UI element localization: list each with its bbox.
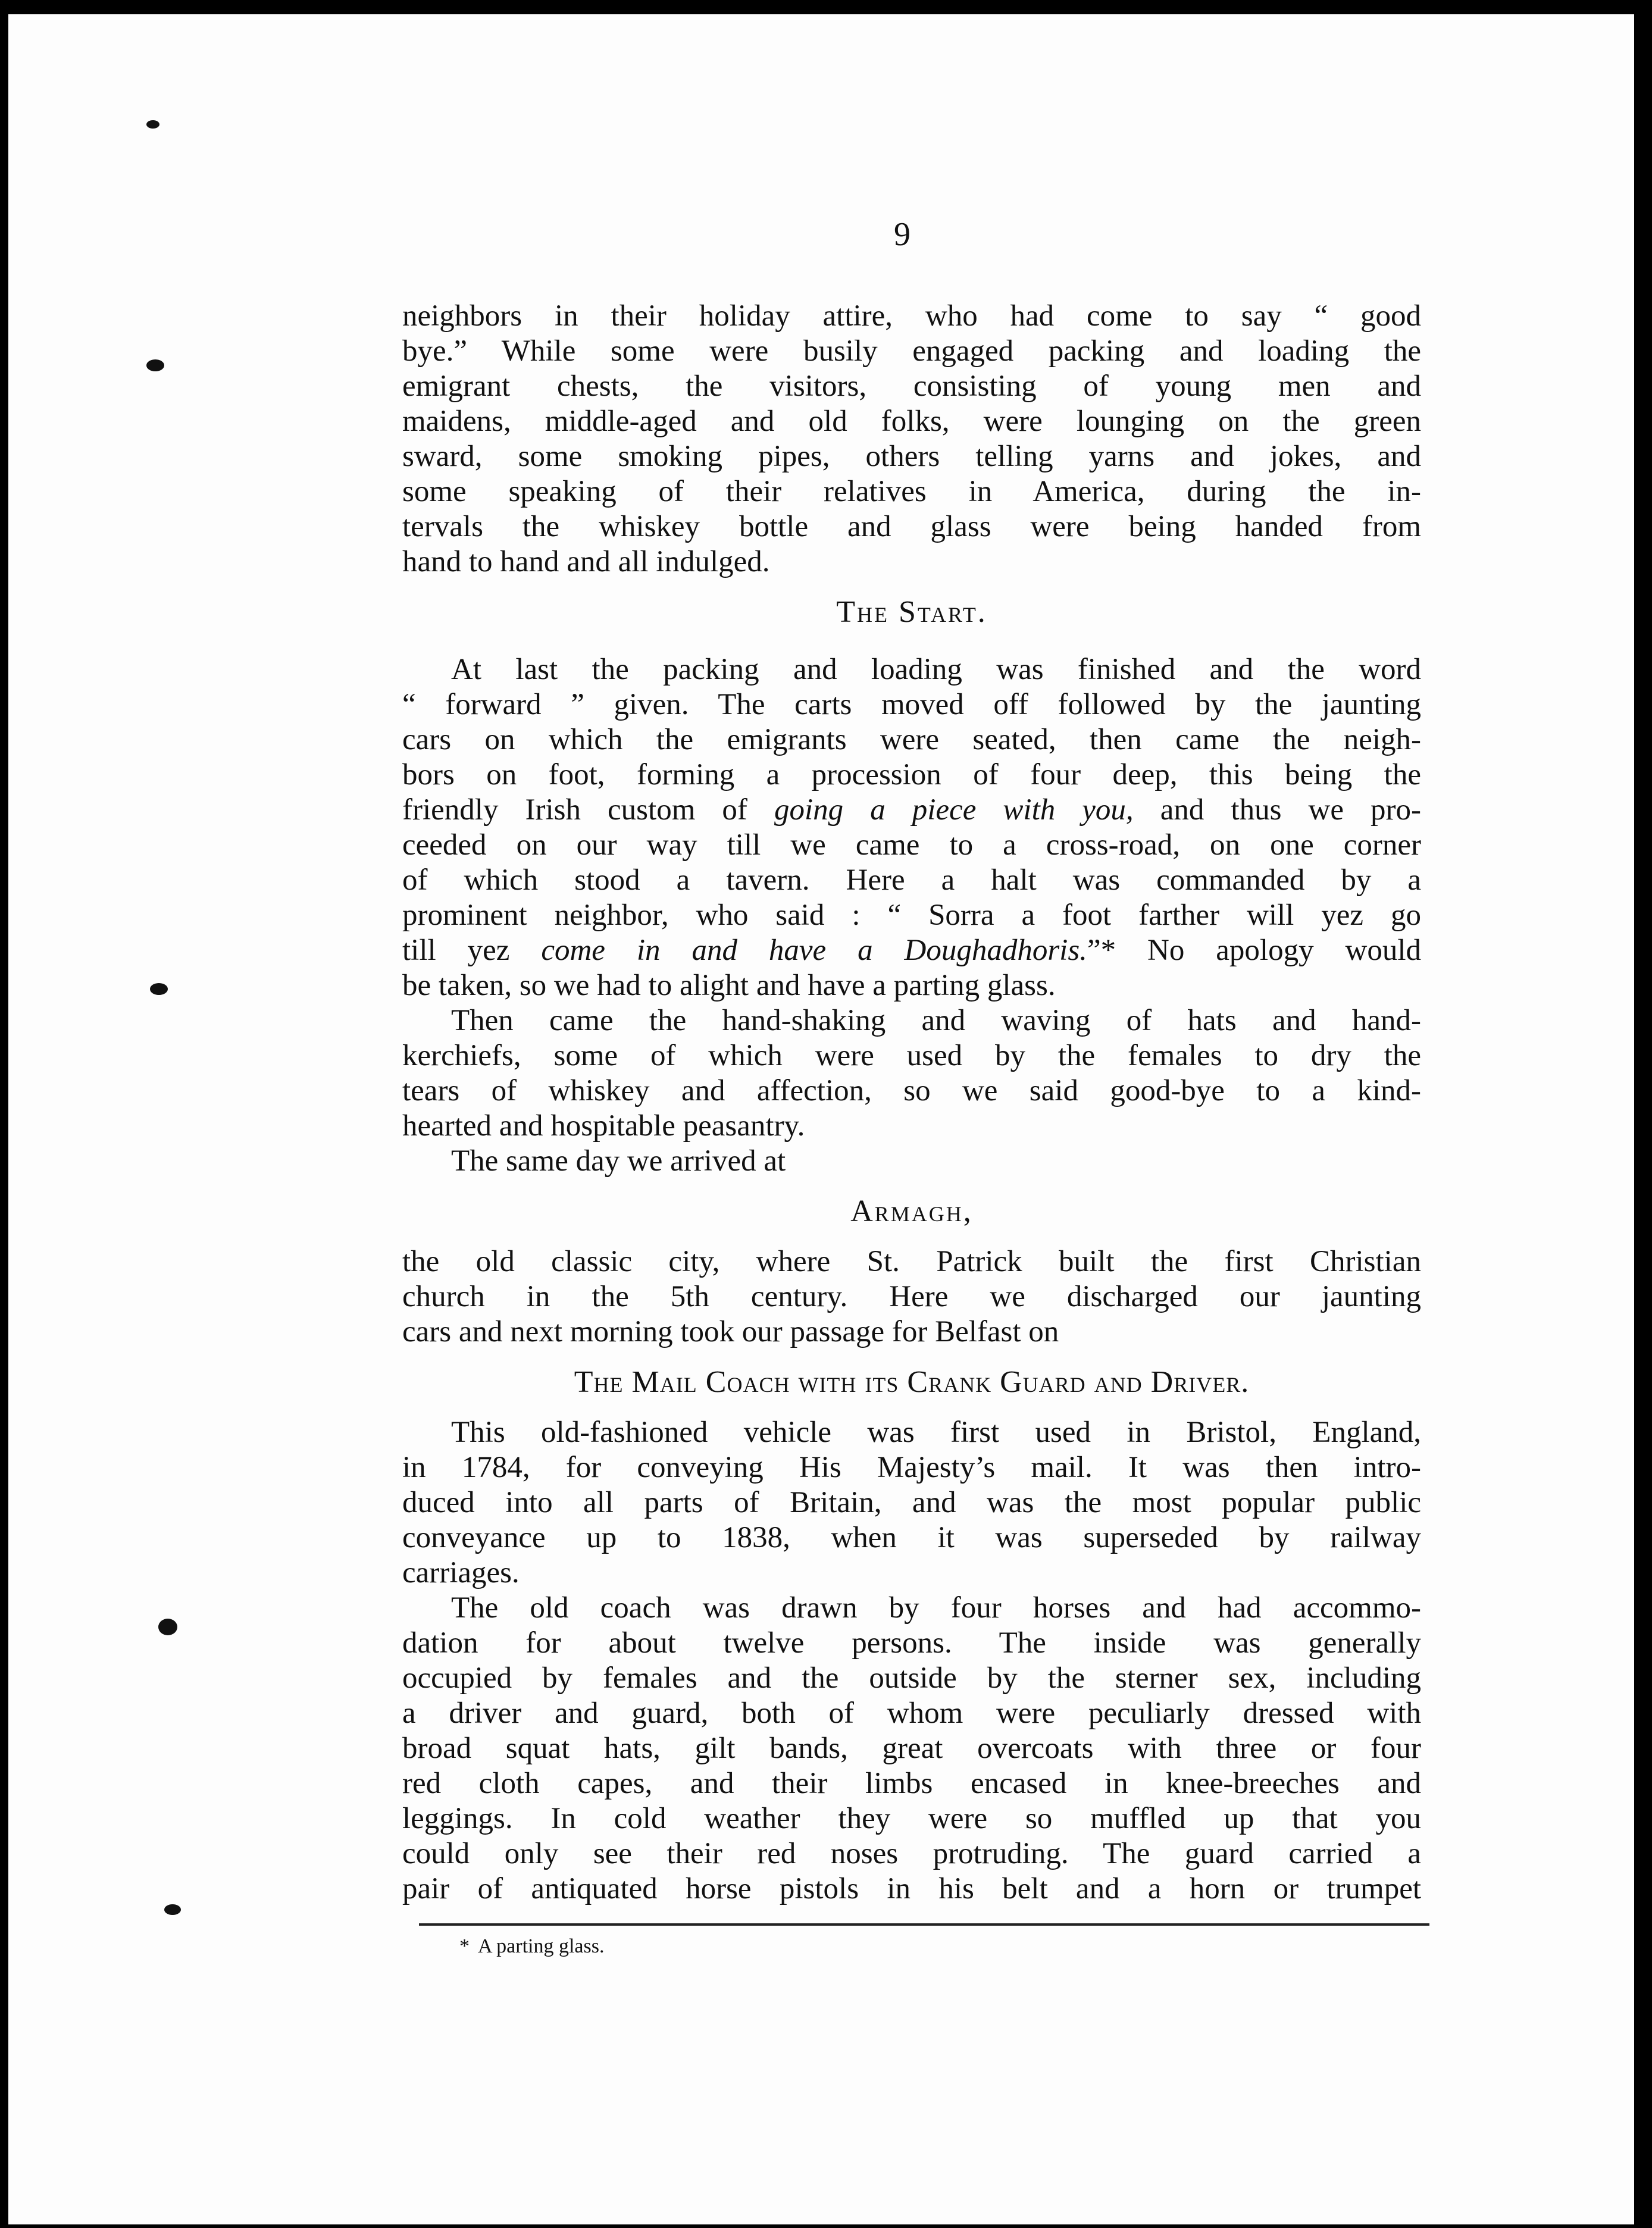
- text-line: could only see their red noses protruding. The guard carried a: [402, 1837, 1421, 1870]
- book-page: [8, 14, 1634, 2224]
- text-line: kerchiefs, some of which were used by the females to dry the: [402, 1039, 1421, 1072]
- paragraph-7: [402, 1591, 1421, 1907]
- text-line: occupied by females and the outside by the sterner sex, including: [402, 1661, 1421, 1695]
- text-run: friendly Irish custom of: [402, 793, 774, 827]
- paragraph-5: [402, 1244, 1421, 1350]
- text-line: neighbors in their holiday attire, who had come to say “ good: [402, 299, 1421, 333]
- text-line: [402, 793, 1421, 828]
- text-line: [402, 933, 1421, 968]
- text-line: sward, some smoking pipes, others telling yarns and jokes, and: [402, 440, 1421, 473]
- text-line: red cloth capes, and their limbs encased in knee-breeches and: [402, 1767, 1421, 1800]
- scan-speck: [146, 359, 164, 371]
- text-line: cars and next morning took our passage for Belfast on: [402, 1315, 1059, 1348]
- paragraph-3: [402, 1003, 1421, 1144]
- text-line: leggings. In cold weather they were so muffled up that you: [402, 1802, 1421, 1835]
- paragraph-2: [402, 652, 1421, 1003]
- scan-speck: [164, 1904, 181, 1915]
- footnote-text: A parting glass.: [478, 1935, 605, 1957]
- text-line: of which stood a tavern. Here a halt was commanded by a: [402, 863, 1421, 897]
- text-line: hand to hand and all indulged.: [402, 545, 770, 578]
- text-line: prominent neighbor, who said : “ Sorra a foot farther will yez go: [402, 899, 1421, 932]
- text-line: cars on which the emigrants were seated, then came the neigh-: [402, 723, 1421, 756]
- section-heading-armagh: Armagh,: [850, 1194, 973, 1228]
- text-line: the old classic city, where St. Patrick built the first Christian: [402, 1245, 1421, 1278]
- text-line: hearted and hospitable peasantry.: [402, 1109, 805, 1143]
- scan-speck: [158, 1619, 177, 1635]
- text-line: broad squat hats, gilt bands, great overcoats with three or four: [402, 1732, 1421, 1765]
- text-line: pair of antiquated horse pistols in his belt and a horn or trumpet: [402, 1872, 1421, 1905]
- text-run: till yez: [402, 934, 542, 967]
- paragraph-1: [402, 299, 1421, 580]
- text-line: At last the packing and loading was finished and the word: [451, 653, 1421, 686]
- text-line: This old-fashioned vehicle was first used in Bristol, England,: [451, 1416, 1421, 1449]
- text-line: some speaking of their relatives in America, during the in-: [402, 475, 1421, 508]
- italic-phrase: going a piece with you,: [774, 793, 1134, 827]
- text-line: tears of whiskey and affection, so we said good-bye to a kind-: [402, 1074, 1421, 1107]
- text-line: in 1784, for conveying His Majesty’s mail. It was then intro-: [402, 1451, 1421, 1484]
- footnote-divider: [419, 1923, 1429, 1926]
- text-line: carriages.: [402, 1556, 520, 1589]
- text-line: duced into all parts of Britain, and was the most popular public: [402, 1486, 1421, 1519]
- text-line: be taken, so we had to alight and have a parting glass.: [402, 969, 1056, 1002]
- text-line: ceeded on our way till we came to a cross-road, on one corner: [402, 828, 1421, 862]
- text-line: bye.” While some were busily engaged packing and loading the: [402, 334, 1421, 368]
- text-line: maidens, middle-aged and old folks, were lounging on the green: [402, 405, 1421, 438]
- section-heading-mail-coach: The Mail Coach with its Crank Guard and Driver.: [574, 1365, 1250, 1399]
- text-line: dation for about twelve persons. The inside was generally: [402, 1626, 1421, 1660]
- text-line: “ forward ” given. The carts moved off followed by the jaunting: [402, 688, 1421, 721]
- paragraph-6: [402, 1415, 1421, 1591]
- footnote-ref: ”* No apology would: [1087, 934, 1421, 967]
- scan-speck: [150, 983, 168, 995]
- text-column: [402, 299, 1421, 1907]
- text-line: a driver and guard, both of whom were peculiarly dressed with: [402, 1697, 1421, 1730]
- page-number: 9: [894, 216, 911, 253]
- section-heading-the-start: The Start.: [836, 595, 987, 629]
- text-line: Then came the hand-shaking and waving of hats and hand-: [451, 1004, 1421, 1037]
- text-line: The old coach was drawn by four horses and had accommo-: [451, 1591, 1421, 1625]
- text-line: conveyance up to 1838, when it was superseded by railway: [402, 1521, 1421, 1554]
- italic-phrase: come in and have a Doughadhoris.: [541, 934, 1087, 967]
- text-line: church in the 5th century. Here we discharged our jaunting: [402, 1280, 1421, 1313]
- text-line: bors on foot, forming a procession of four deep, this being the: [402, 758, 1421, 791]
- footnote-symbol: *: [459, 1935, 470, 1957]
- text-run: and thus we pro-: [1133, 793, 1421, 827]
- scan-speck: [146, 120, 159, 129]
- text-line: tervals the whiskey bottle and glass were being handed from: [402, 510, 1421, 543]
- footnote: [459, 1935, 604, 1958]
- text-line: emigrant chests, the visitors, consisting of young men and: [402, 370, 1421, 403]
- paragraph-4: The same day we arrived at: [451, 1144, 786, 1178]
